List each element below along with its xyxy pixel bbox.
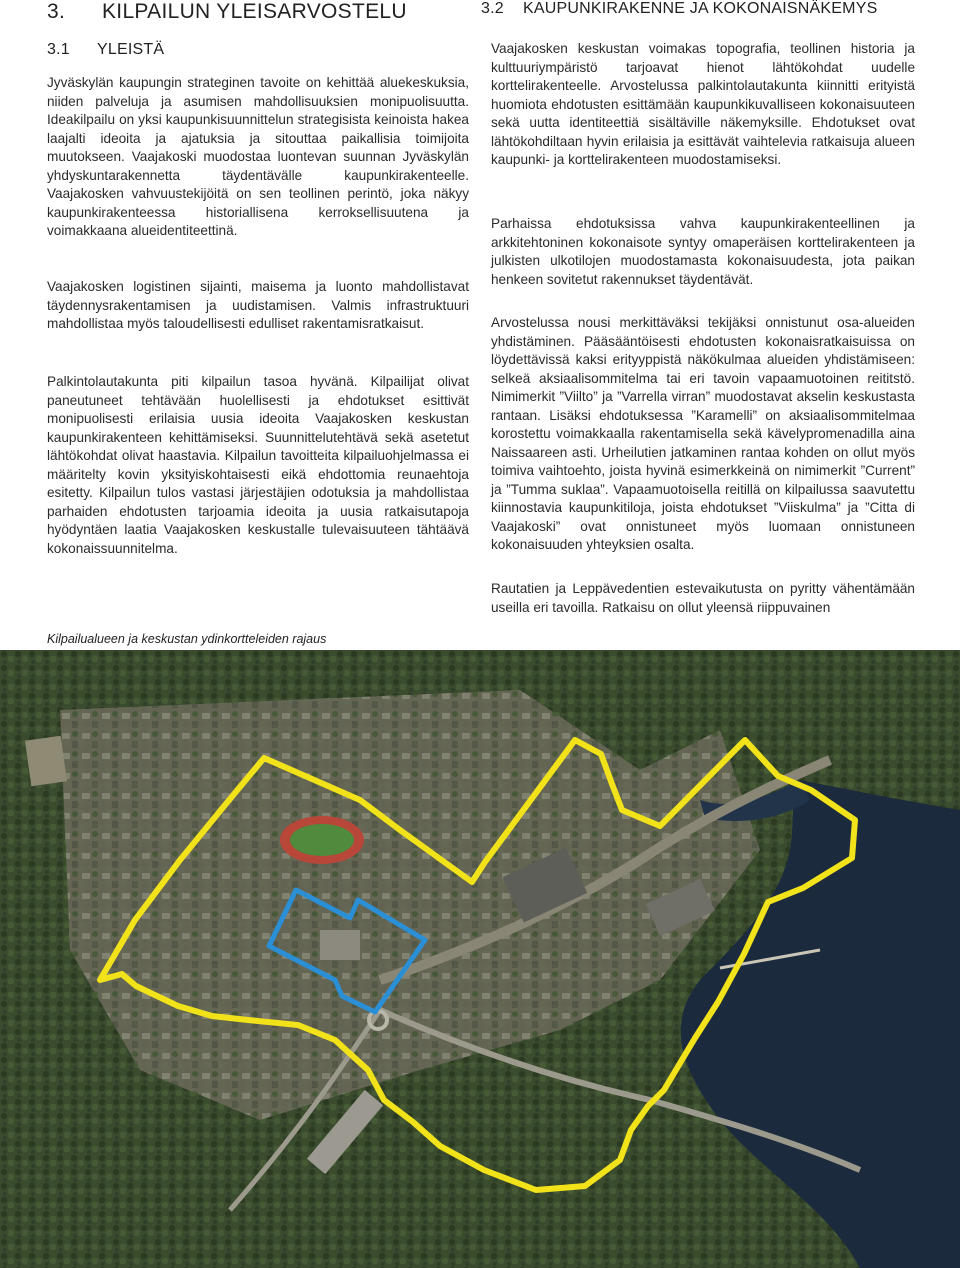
paragraph: Parhaissa ehdotuksissa vahva kaupunkirakenteellinen ja arkkitehtoninen kokonaisote syntyy omaperäisen korttelirakenteen ja julkisten ulkotilojen muodostamasta kokonaisuudesta, jota paikan henkeen sovitetut rakennukset täydentävät.	[491, 216, 915, 287]
figure-caption: Kilpailualueen ja keskustan ydinkortteleiden rajaus	[47, 632, 327, 646]
subsection-heading-urban-structure	[481, 0, 877, 18]
section-title: KILPAILUN YLEISARVOSTELU	[102, 0, 407, 23]
field	[25, 736, 67, 787]
paragraph: Palkintolautakunta piti kilpailun tasoa hyvänä. Kilpailijat olivat paneutuneet tehtävään huolellisesti ja ehdotukset esittivät monipuolisesti erilaisia uusia ideoita Vaajakosken keskustan kaupunkirakenteen kehittämiseksi. Suunnittelutehtävä sekä asetetut lähtökohdat olivat haastavia. Kilpailun tavoitteita kilpailuohjelmassa ei määritelty kovin yksityiskohtaisesti eikä ehdottomia reunaehtoja esitetty. Kilpailun tulos vastasi järjestäjien odotuksia ja mahdollistaa parhaiden ehdotusten tarjoamia ideoita ja uusia ratkaisutapoja hyödyntäen laatia Vaajakosken keskustalle tulevaisuuteen tähtäävä kokonaissuunnitelma.	[47, 374, 469, 556]
section-number: 3.	[47, 0, 66, 23]
section-heading	[47, 0, 407, 24]
subsection-number: 3.1	[47, 41, 70, 58]
subsection-title: KAUPUNKIRAKENNE JA KOKONAISNÄKEMYS	[523, 0, 878, 17]
paragraph: Vaajakosken logistinen sijainti, maisema ja luonto mahdollistavat täydennysrakentamisen ja uudistamisen. Valmis infrastruktuuri mahdollistaa myös taloudellisesti edulliset rakentamisratkaisut.	[47, 279, 469, 331]
paragraph: Vaajakosken keskustan voimakas topografia, teollinen historia ja kulttuuriympäristö tarjoavat hienot lähtökohdat uudelle korttelirakenteelle. Arvostelussa palkintolautakunta kiinnitti erityistä huomiota ehdotusten esittämään kaupunkikuvalliseen kokonaisuuteen sekä uutta identiteettiä sisältäville näkemyksille. Ehdotukset ovat lähtökohdiltaan hyvin erilaisia ja esittävät vaihtelevia ratkaisuja alueen kaupunki- ja korttelirakenteen muodostamiseksi.	[491, 41, 915, 167]
paragraph: Arvostelussa nousi merkittäväksi tekijäksi onnistunut osa-alueiden yhdistäminen. Pääsääntöisesti ehdotusten kokonaisratkaisuissa on löydettävissä kaksi erityyppistä näkökulmaa alueiden yhdistämiseen: selkeä aksiaalisommitelma tai eri tavoin vapaamuotoinen reititstö. Nimimerkit ”Viilto” ja ”Varrella virran” muodostavat akselin keskustasta rantaan. Lisäksi ehdotuksessa ”Karamelli” on aksiaalisommitelmaa korostettu voimakkaalla rakentamisella sekä kävelypromenadilla aina Naissaareen asti. Urheilutien jatkaminen rantaa kohden on ollut myös toimiva vaihtoehto, joista hyvinä esimerkkeinä on nimimerkit ”Current” ja ”Tumma suklaa”. Vapaamuotoisella reitillä on kilpailussa saavutettu kiinnostavia kaupunkitiloja, joista ehdotukset ”Viiskulma” ja ”Citta di Vaajakoski” ovat onnistuneet myös luomaan onnistuneen kokonaisuuden yhteyksien osalta.	[491, 315, 915, 552]
aerial-map	[0, 650, 960, 1268]
building	[320, 930, 360, 960]
subsection-heading-general	[47, 41, 164, 59]
subsection-number: 3.2	[481, 0, 504, 17]
aerial-photo	[0, 650, 960, 1268]
paragraph: Rautatien ja Leppävedentien estevaikutusta on pyritty vähentämään useilla eri tavoilla. Ratkaisu on ollut yleensä riippuvainen	[491, 581, 915, 615]
sports-field	[290, 824, 354, 856]
paragraph: Jyväskylän kaupungin strateginen tavoite on kehittää aluekeskuksia, niiden palveluja ja asumisen mahdollisuuksien monipuolisuutta. Ideakilpailu on yksi kaupunkisuunnittelun strategisista keinoista hakea laajalti ideoita ja ajatuksia ja sitouttaa paikallisia toimijoita muutokseen. Vaajakoski muodostaa luontevan suunnan Jyväskylän yhdyskuntarakennetta täydentävälle kaupunkirakenteelle. Vaajakosken vahvuustekijöitä on sen teollinen perintö, joka näkyy kaupunkirakenteessa historiallisena kerroksellisuutena ja voimakkaana alueidentiteettinä.	[47, 75, 469, 238]
subsection-title: YLEISTÄ	[97, 41, 165, 58]
